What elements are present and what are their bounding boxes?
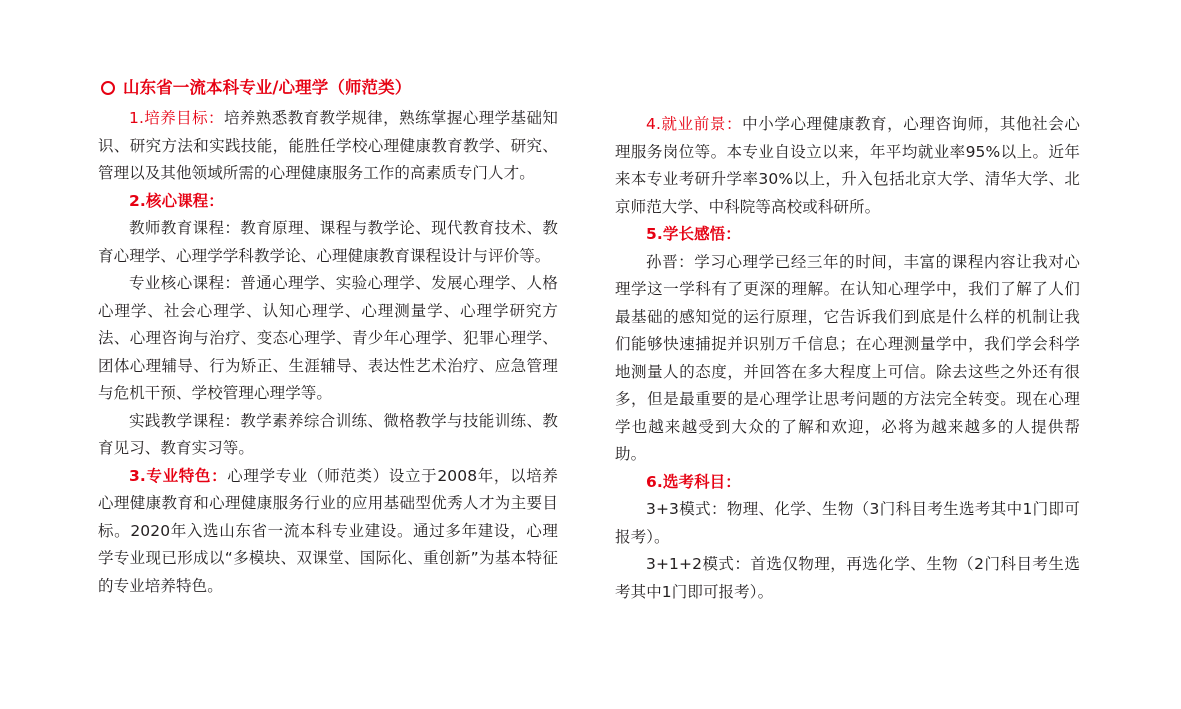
circle-bullet-icon xyxy=(101,81,115,95)
section-body: 心理学专业（师范类）设立于2008年，以培养心理健康教育和心理健康服务行业的应用基础型优秀人才为主要目标。2020年入选山东省一流本科专业建设。通过多年建设，心理学专业现已形成以“多模块、双课堂、国际化、重创新”为基本特征的专业培养特色。 xyxy=(98,466,558,595)
section-subjects-heading xyxy=(615,469,1080,497)
section-body: 中小学心理健康教育，心理咨询师，其他社会心理服务岗位等。本专业自设立以来，年平均就业率95%以上。近年来本专业考研升学率30%以上，升入包括北京大学、清华大学、北京师范大学、中科院等高校或科研所。 xyxy=(615,115,1080,216)
section-employment xyxy=(615,111,1080,221)
section-heading: 1.培养目标： xyxy=(129,109,224,127)
section-heading: 5.学长感悟： xyxy=(646,225,741,243)
left-column xyxy=(98,74,558,600)
section-body: 培养熟悉教育教学规律，熟练掌握心理学基础知识、研究方法和实践技能，能胜任学校心理健康教育教学、研究、管理以及其他领域所需的心理健康服务工作的高素质专门人才。 xyxy=(98,109,558,182)
section-heading: 2.核心课程： xyxy=(129,191,224,210)
subjects-mode-3-1-2: 3+1+2模式：首选仅物理，再选化学、生物（2门科目考生选考其中1门即可报考）。 xyxy=(615,555,1080,601)
section-features xyxy=(98,463,558,601)
teacher-education-courses: 教师教育课程：教育原理、课程与教学论、现代教育技术、教育心理学、心理学学科教学论、心理健康教育课程设计与评价等。 xyxy=(98,219,558,265)
section-heading: 6.选考科目： xyxy=(646,472,741,491)
section-heading: 3.专业特色： xyxy=(129,466,228,485)
senior-insight-body: 孙晋：学习心理学已经三年的时间，丰富的课程内容让我对心理学这一学科有了更深的理解。在认知心理学中，我们了解了人们最基础的感知觉的运行原理，它告诉我们到底是什么样的机制让我们能够快速捕捉并识别万千信息；在心理测量学中，我们学会科学地测量人的态度，并回答在多大程度上可信。除去这些之外还有很多，但是最重要的是心理学让思考问题的方法完全转变。现在心理学也越来越受到大众的了解和欢迎，必将为越来越多的人提供帮助。 xyxy=(615,252,1080,463)
section-core-courses-heading xyxy=(98,188,558,216)
subjects-mode-3-3: 3+3模式：物理、化学、生物（3门科目考生选考其中1门即可报考）。 xyxy=(615,500,1080,546)
right-column xyxy=(615,111,1080,606)
major-title-text: 山东省一流本科专业/心理学（师范类） xyxy=(123,77,412,97)
section-training-goal xyxy=(98,105,558,188)
section-heading: 4.就业前景： xyxy=(646,115,743,133)
practical-courses: 实践教学课程：教学素养综合训练、微格教学与技能训练、教育见习、教育实习等。 xyxy=(98,411,558,457)
professional-core-courses: 专业核心课程：普通心理学、实验心理学、发展心理学、人格心理学、社会心理学、认知心理学、心理测量学、心理学研究方法、心理咨询与治疗、变态心理学、青少年心理学、犯罪心理学、团体心理辅导、行为矫正、生涯辅导、表达性艺术治疗、应急管理与危机干预、学校管理心理学等。 xyxy=(98,274,558,402)
section-senior-insight-heading xyxy=(615,221,1080,249)
major-title xyxy=(98,74,558,101)
